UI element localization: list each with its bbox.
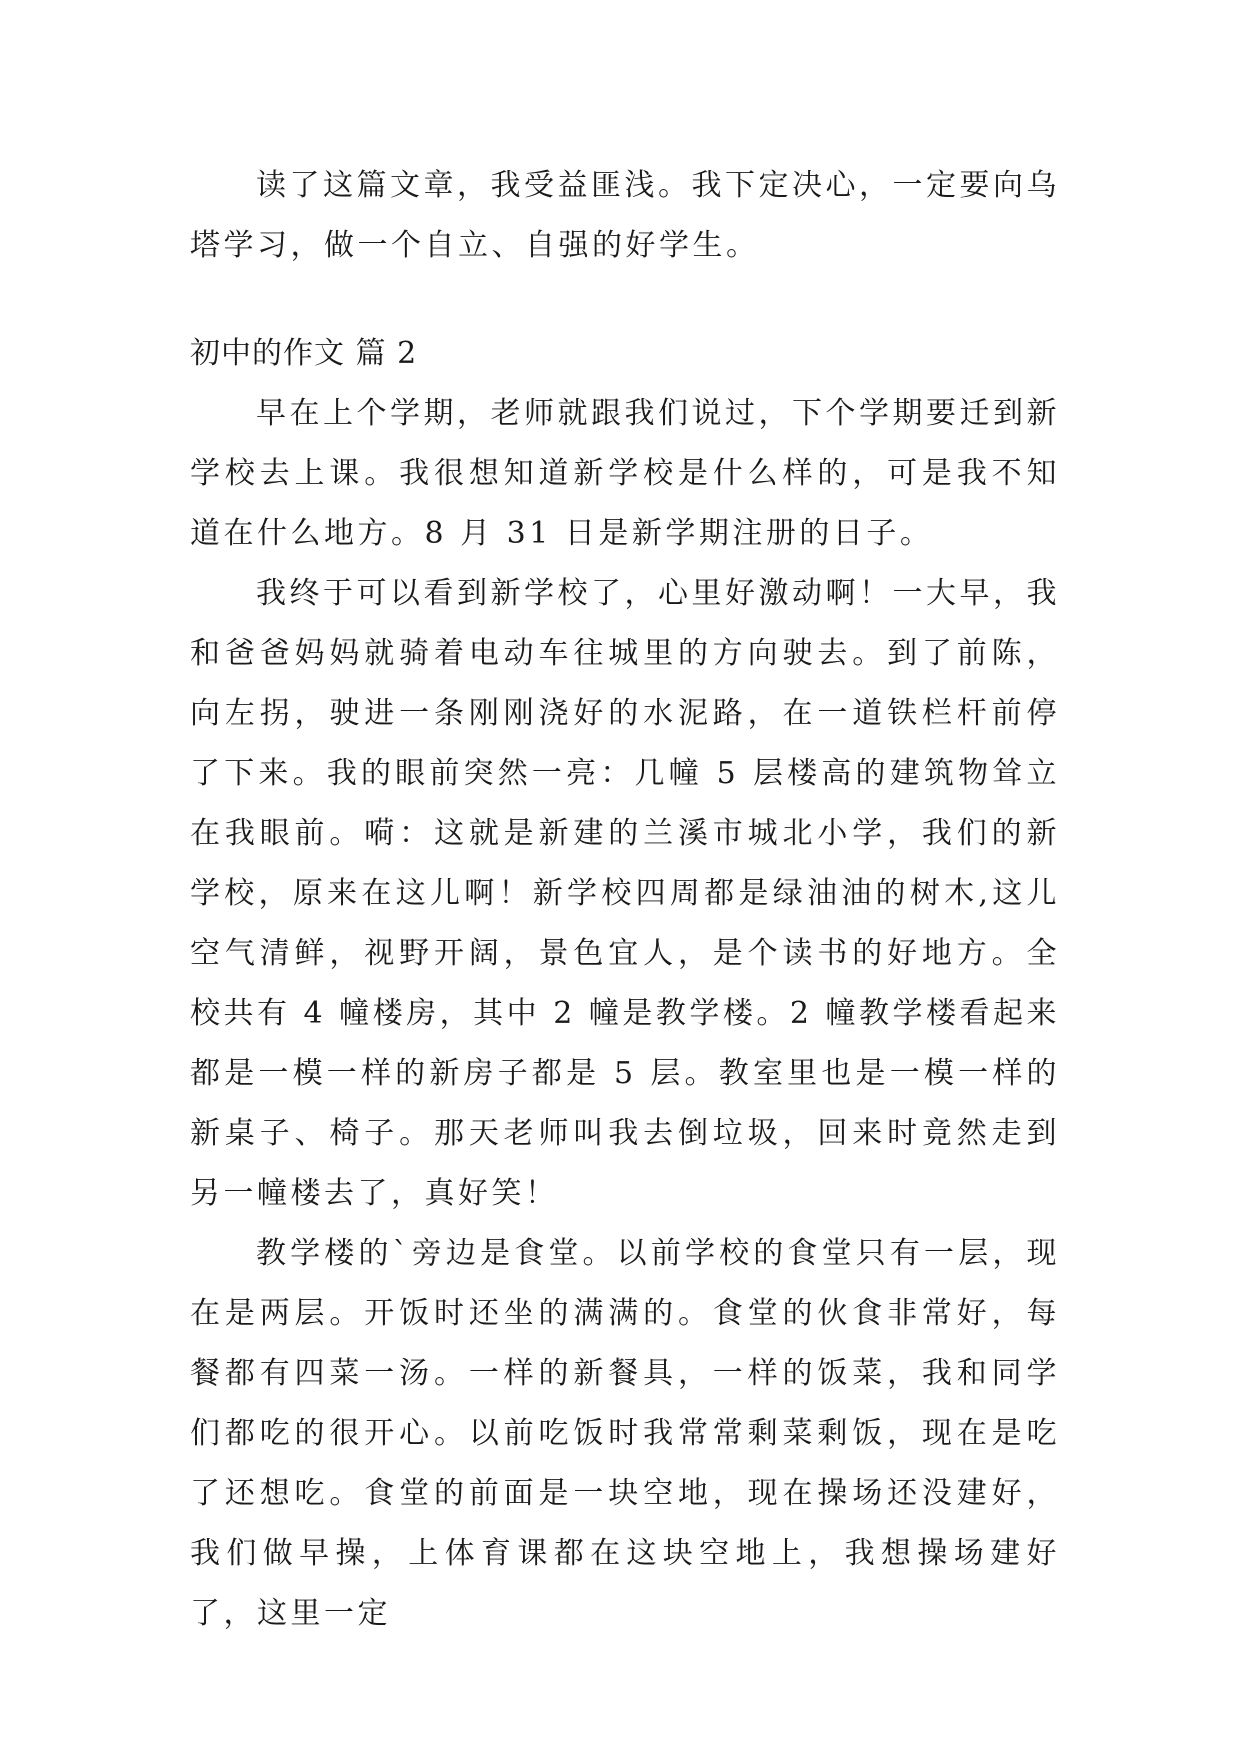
body-paragraph-3: 教学楼的`旁边是食堂。以前学校的食堂只有一层，现在是两层。开饭时还坐的满满的。食堂的伙食非常好，每餐都有四菜一汤。一样的新餐具，一样的饭菜，我和同学们都吃的很开心。以前吃饭时我常常剩菜剩饭，现在是吃了还想吃。食堂的前面是一块空地，现在操场还没建好，我们做早操，上体育课都在这块空地上，我想操场建好了，这里一定 bbox=[190, 1236, 1060, 1631]
intro-paragraph: 读了这篇文章，我受益匪浅。我下定决心，一定要向乌塔学习，做一个自立、自强的好学生。 bbox=[190, 168, 1060, 263]
body-paragraph-1: 早在上个学期，老师就跟我们说过，下个学期要迁到新学校去上课。我很想知道新学校是什么样的，可是我不知道在什么地方。8 月 31 日是新学期注册的日子。 bbox=[190, 396, 1060, 551]
document-page bbox=[190, 156, 1060, 1644]
body-paragraph-2: 我终于可以看到新学校了，心里好激动啊！一大早，我和爸爸妈妈就骑着电动车往城里的方向驶去。到了前陈，向左拐，驶进一条刚刚浇好的水泥路，在一道铁栏杆前停了下来。我的眼前突然一亮：几幢 5 层楼高的建筑物耸立在我眼前。嗬：这就是新建的兰溪市城北小学，我们的新学校，原来在这儿啊！新学校四周都是绿油油的树木,这儿空气清鲜，视野开阔，景色宜人，是个读书的好地方。全校共有 4 幢楼房，其中 2 幢是教学楼。2 幢教学楼看起来都是一模一样的新房子都是 5 层。教室里也是一模一样的新桌子、椅子。那天老师叫我去倒垃圾，回来时竟然走到另一幢楼去了，真好笑！ bbox=[190, 576, 1060, 1211]
section-title: 初中的作文 篇 2 bbox=[190, 336, 418, 371]
